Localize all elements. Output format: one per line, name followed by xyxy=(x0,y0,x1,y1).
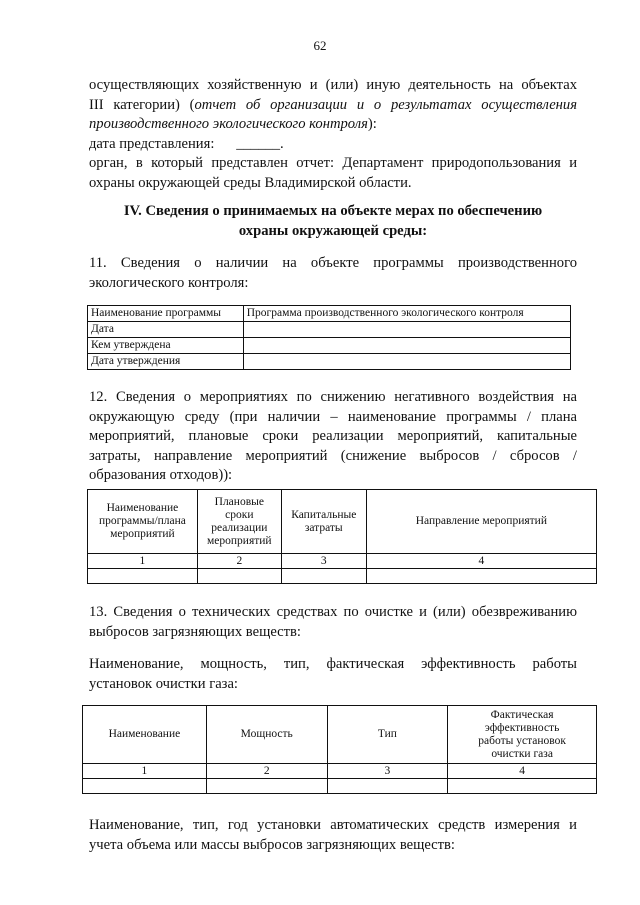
column-number: 1 xyxy=(83,764,207,779)
empty-cell xyxy=(281,569,366,584)
column-header xyxy=(327,706,448,764)
intro-line-1: осуществляющих хозяйственную и (или) иную деятельность на объектах xyxy=(89,77,577,93)
column-header-line: сроки xyxy=(225,508,254,521)
column-header-line: работы установок xyxy=(478,734,566,747)
table-row xyxy=(88,306,571,322)
column-header xyxy=(88,490,198,554)
column-header-line: Плановые xyxy=(214,495,264,508)
page-number: 62 xyxy=(313,38,327,53)
intro-line-2: III категории) (отчет об организации и о результатах осуществления xyxy=(89,96,577,113)
intro-line-3: производственного экологического контроля): xyxy=(89,116,377,132)
empty-cell xyxy=(88,569,198,584)
column-header-line: мероприятий xyxy=(110,528,175,540)
table-row xyxy=(88,322,571,338)
column-header-line: Направление мероприятий xyxy=(415,515,547,527)
column-number: 4 xyxy=(366,554,596,569)
column-header-line: мероприятий xyxy=(207,534,272,547)
measures-table xyxy=(87,489,597,584)
submission-date: дата представления: ______. xyxy=(89,135,284,152)
row-label: Кем утверждена xyxy=(88,338,244,354)
gas-cleaning-table xyxy=(82,705,597,794)
column-header-line: очистки газа xyxy=(491,747,553,760)
header-row xyxy=(88,490,597,554)
column-header-line: реализации xyxy=(211,521,268,534)
column-header-line: Фактическая xyxy=(490,708,554,721)
row-value xyxy=(243,354,570,370)
auto-measure-text: Наименование, тип, год установки автоматических средств измерения и учета объема или массы выбросов загрязняющих веществ: xyxy=(89,817,577,853)
column-header xyxy=(281,490,366,554)
section-heading: IV. Сведения о принимаемых на объекте мерах по обеспечению охраны окружающей среды: xyxy=(123,203,543,239)
header-row xyxy=(83,706,597,764)
row-value xyxy=(243,338,570,354)
submitted-to-line-1: орган, в который представлен отчет: Департамент природопользования и xyxy=(89,155,577,171)
item-12-text: 12. Сведения о мероприятиях по снижению негативного воздействия на окружающую среду (при наличии – наименование программы / плана мероприятий, плановые сроки реализации мероприятий, капитальные затраты, направление мероприятий (снижение выбросов / сбросов / образования отходов)): xyxy=(89,389,577,483)
empty-cell xyxy=(197,569,281,584)
column-number: 1 xyxy=(88,554,198,569)
row-label: Дата утверждения xyxy=(88,354,244,370)
column-header-line: Капитальные xyxy=(291,508,357,521)
column-header-line: Наименование xyxy=(106,502,179,514)
table-row xyxy=(88,338,571,354)
program-table xyxy=(87,305,571,370)
table-row xyxy=(88,354,571,370)
table-row xyxy=(83,779,597,794)
column-number: 4 xyxy=(448,764,597,779)
empty-cell xyxy=(206,779,327,794)
item-13-text: 13. Сведения о технических средствах по очистке и (или) обезвреживанию выбросов загрязняющих веществ: xyxy=(89,604,577,640)
submitted-to-line-2: охраны окружающей среды Владимирской области. xyxy=(89,174,412,191)
row-label: Наименование программы xyxy=(88,306,244,322)
column-number: 2 xyxy=(206,764,327,779)
column-header-line: затраты xyxy=(304,521,343,534)
column-header xyxy=(448,706,597,764)
column-header xyxy=(206,706,327,764)
row-label: Дата xyxy=(88,322,244,338)
column-header-line: Мощность xyxy=(240,728,293,740)
empty-cell xyxy=(327,779,448,794)
column-number: 3 xyxy=(327,764,448,779)
column-header xyxy=(197,490,281,554)
column-header xyxy=(83,706,207,764)
empty-cell xyxy=(83,779,207,794)
column-header xyxy=(366,490,596,554)
column-number: 2 xyxy=(197,554,281,569)
empty-cell xyxy=(366,569,596,584)
number-row xyxy=(83,764,597,779)
gas-cleaning-text: Наименование, мощность, тип, фактическая эффективность работы установок очистки газа: xyxy=(89,656,577,692)
number-row xyxy=(88,554,597,569)
column-header-line: программы/плана xyxy=(98,515,186,527)
row-value xyxy=(243,322,570,338)
column-header-line: Наименование xyxy=(108,728,181,740)
column-header-line: Тип xyxy=(377,728,397,740)
intro-paragraph xyxy=(89,76,577,193)
empty-cell xyxy=(448,779,597,794)
row-value: Программа производственного экологического контроля xyxy=(243,306,570,322)
item-11-text: 11. Сведения о наличии на объекте программы производственного экологического контроля: xyxy=(89,255,577,291)
table-row xyxy=(88,569,597,584)
column-number: 3 xyxy=(281,554,366,569)
column-header-line: эффективность xyxy=(484,721,560,734)
